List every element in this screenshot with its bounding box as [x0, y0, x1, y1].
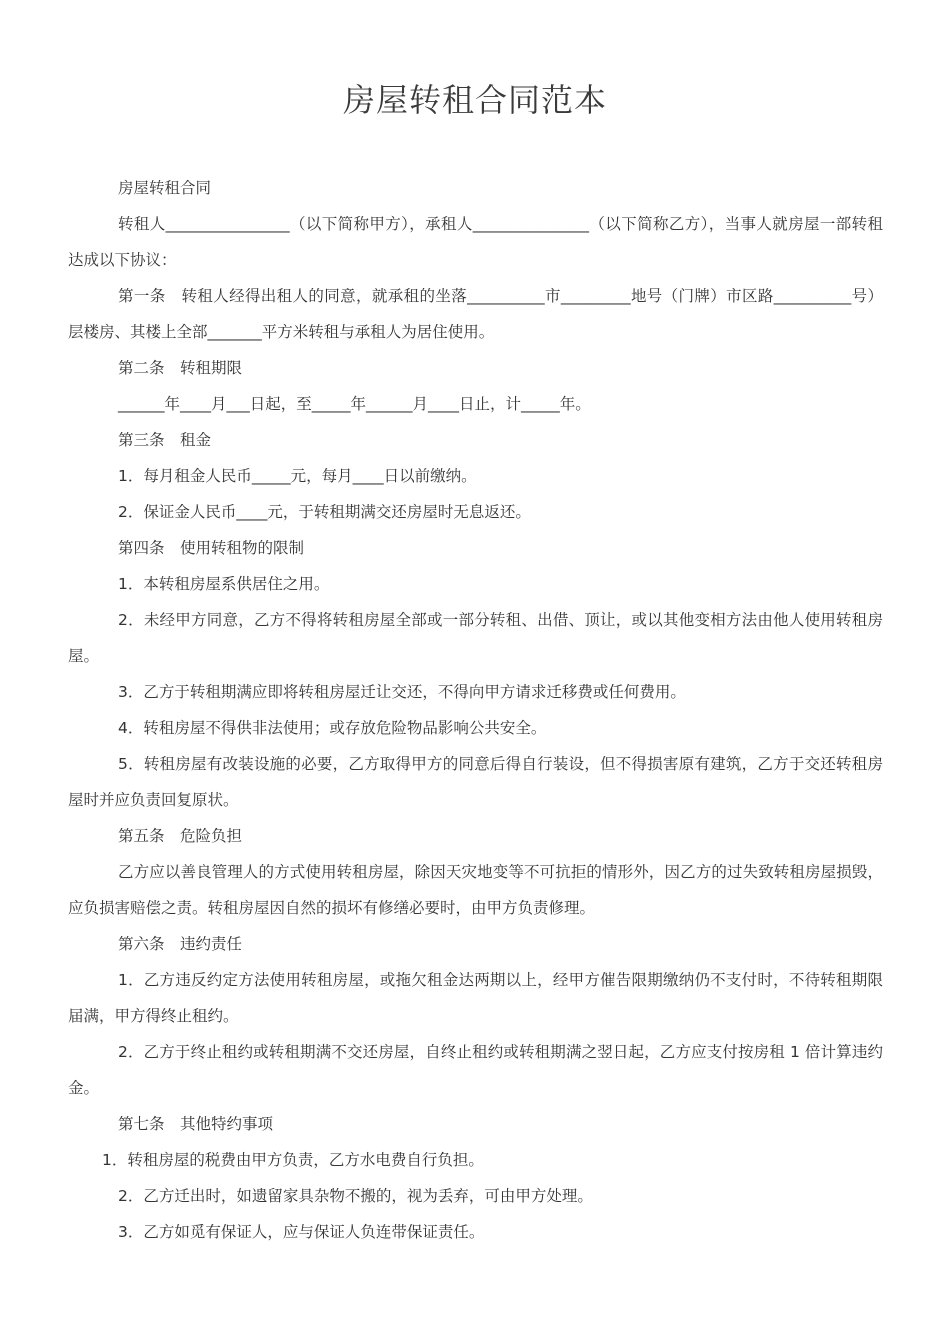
article-3-heading: 第三条 租金	[118, 431, 212, 449]
article-4-item-3: 3．乙方于转租期满应即将转租房屋迁让交还，不得向甲方请求迁移费或任何费用。	[118, 683, 686, 701]
article-6-item-1: 1．乙方违反约定方法使用转租房屋，或拖欠租金达两期以上，经甲方催告限期缴纳仍不支付时，不待转租期限届满，甲方得终止租约。	[68, 971, 883, 1025]
article-1-paragraph: 第一条 转租人经得出租人的同意，就承租的坐落__________市_________地号（门牌）市区路__________号）层楼房、其楼上全部_______平方米转租与承租人为居住使用。	[68, 287, 883, 341]
article-3-item-2: 2．保证金人民币____元，于转租期满交还房屋时无息返还。	[118, 503, 531, 521]
article-2-heading: 第二条 转租期限	[118, 359, 243, 377]
article-3-item-1: 1．每月租金人民币_____元，每月____日以前缴纳。	[118, 467, 477, 485]
article-7-item-1: 1．转租房屋的税费由甲方负责，乙方水电费自行负担。	[102, 1151, 484, 1169]
article-4-item-4: 4．转租房屋不得供非法使用；或存放危险物品影响公共安全。	[118, 719, 547, 737]
article-6-item-2: 2．乙方于终止租约或转租期满不交还房屋，自终止租约或转租期满之翌日起，乙方应支付按房租 1 倍计算违约金。	[68, 1043, 883, 1097]
parties-paragraph: 转租人________________（以下简称甲方），承租人_______________（以下简称乙方），当事人就房屋一部转租达成以下协议：	[68, 215, 883, 269]
article-7-item-2: 2．乙方迁出时，如遗留家具杂物不搬的，视为丢弃，可由甲方处理。	[118, 1187, 593, 1205]
article-7-item-3: 3．乙方如觅有保证人，应与保证人负连带保证责任。	[118, 1223, 485, 1241]
article-6-heading: 第六条 违约责任	[118, 935, 243, 953]
article-4-item-5: 5．转租房屋有改装设施的必要，乙方取得甲方的同意后得自行装设，但不得损害原有建筑，乙方于交还转租房屋时并应负责回复原状。	[68, 755, 883, 809]
document-body	[68, 170, 883, 1250]
article-5-paragraph: 乙方应以善良管理人的方式使用转租房屋，除因天灾地变等不可抗拒的情形外，因乙方的过失致转租房屋损毁，应负损害赔偿之责。转租房屋因自然的损坏有修缮必要时，由甲方负责修理。	[68, 863, 883, 917]
article-4-heading: 第四条 使用转租物的限制	[118, 539, 305, 557]
document-title: 房屋转租合同范本	[342, 81, 607, 119]
article-5-heading: 第五条 危险负担	[118, 827, 243, 845]
article-7-heading: 第七条 其他特约事项	[118, 1115, 274, 1133]
article-2-term: ______年____月___日起，至_____年______月____日止，计_____年。	[118, 395, 591, 413]
article-4-item-2: 2．未经甲方同意，乙方不得将转租房屋全部或一部分转租、出借、顶让，或以其他变相方法由他人使用转租房屋。	[68, 611, 883, 665]
contract-heading: 房屋转租合同	[118, 179, 212, 197]
article-4-item-1: 1．本转租房屋系供居住之用。	[118, 575, 330, 593]
